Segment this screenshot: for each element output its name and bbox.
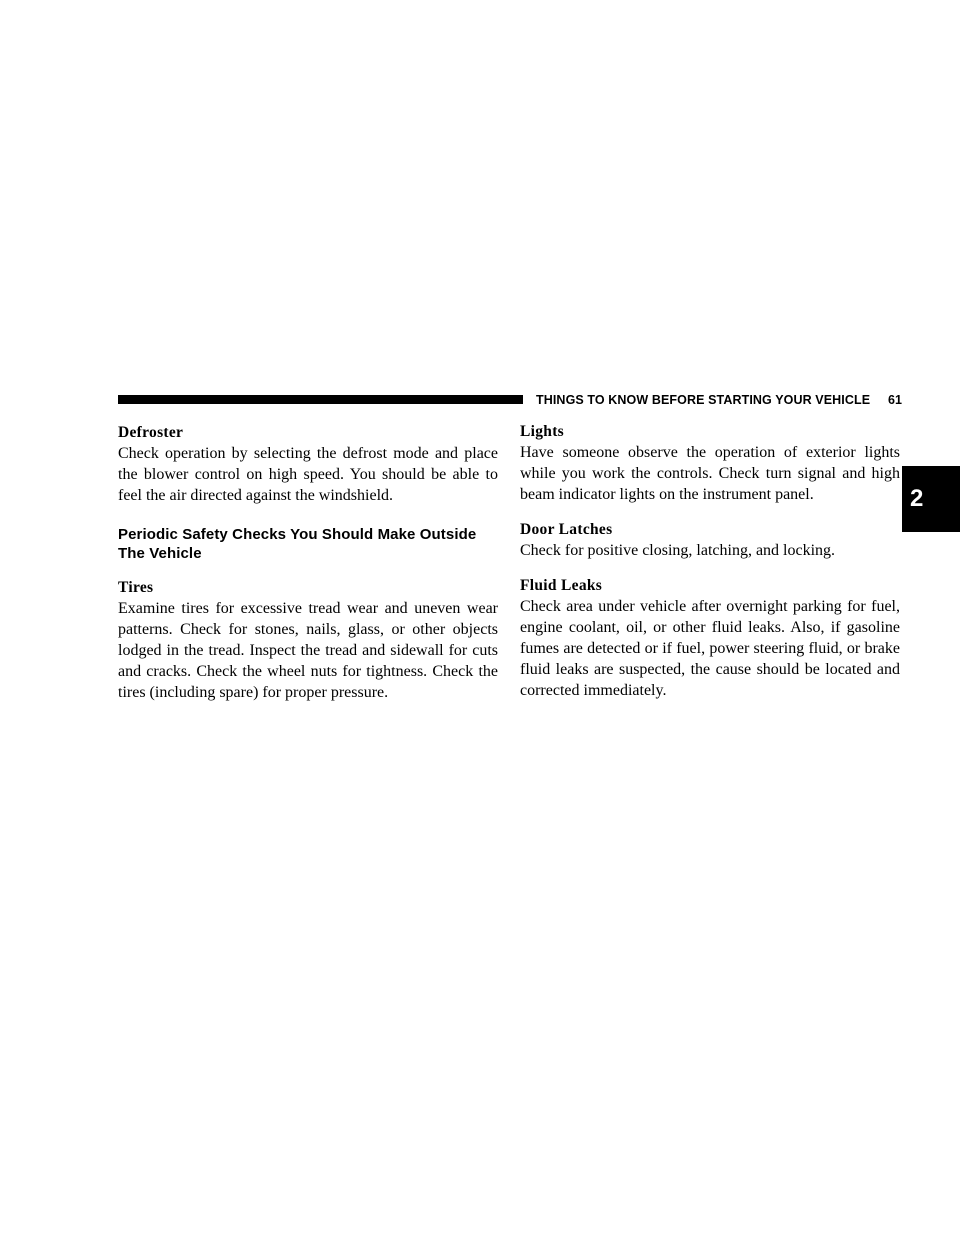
lights-section — [520, 421, 900, 505]
defroster-heading: Defroster — [118, 424, 184, 441]
door-latches-text: Check for positive closing, latching, and locking. — [520, 542, 836, 559]
header-rule — [118, 395, 523, 404]
spacer — [520, 561, 900, 575]
tires-section — [118, 577, 498, 703]
periodic-checks-heading: Periodic Safety Checks You Should Make Outside The Vehicle — [118, 526, 477, 562]
running-header-title: THINGS TO KNOW BEFORE STARTING YOUR VEHICLE — [536, 393, 871, 407]
right-column — [520, 421, 900, 701]
defroster-text: Check operation by selecting the defrost mode and place the blower control on high speed. You should be able to feel the air directed against the windshield. — [118, 445, 498, 504]
fluid-leaks-text: Check area under vehicle after overnight parking for fuel, engine coolant, oil, or other fluid leaks. Also, if gasoline fumes are detected or if fuel, power steering fluid, or brake fluid leaks are suspected, the cause should be located and corrected immediately. — [520, 598, 900, 699]
chapter-tab: 2 — [902, 466, 960, 532]
spacer — [520, 505, 900, 519]
tires-text: Examine tires for excessive tread wear and uneven wear patterns. Check for stones, nails, glass, or other objects lodged in the tread. Inspect the tread and sidewall for cuts and cracks. Check the wheel nuts for tightness. Check the tires (including spare) for proper pressure. — [118, 600, 498, 701]
door-latches-section — [520, 519, 900, 561]
lights-heading: Lights — [520, 423, 565, 440]
fluid-leaks-section — [520, 575, 900, 701]
fluid-leaks-heading: Fluid Leaks — [520, 577, 603, 594]
lights-text: Have someone observe the operation of exterior lights while you work the controls. Check turn signal and high beam indicator lights on the instrument panel. — [520, 444, 900, 503]
tires-heading: Tires — [118, 579, 154, 596]
defroster-section — [118, 422, 498, 506]
door-latches-heading: Door Latches — [520, 521, 613, 538]
page-number: 61 — [888, 393, 902, 407]
left-column — [118, 422, 498, 703]
